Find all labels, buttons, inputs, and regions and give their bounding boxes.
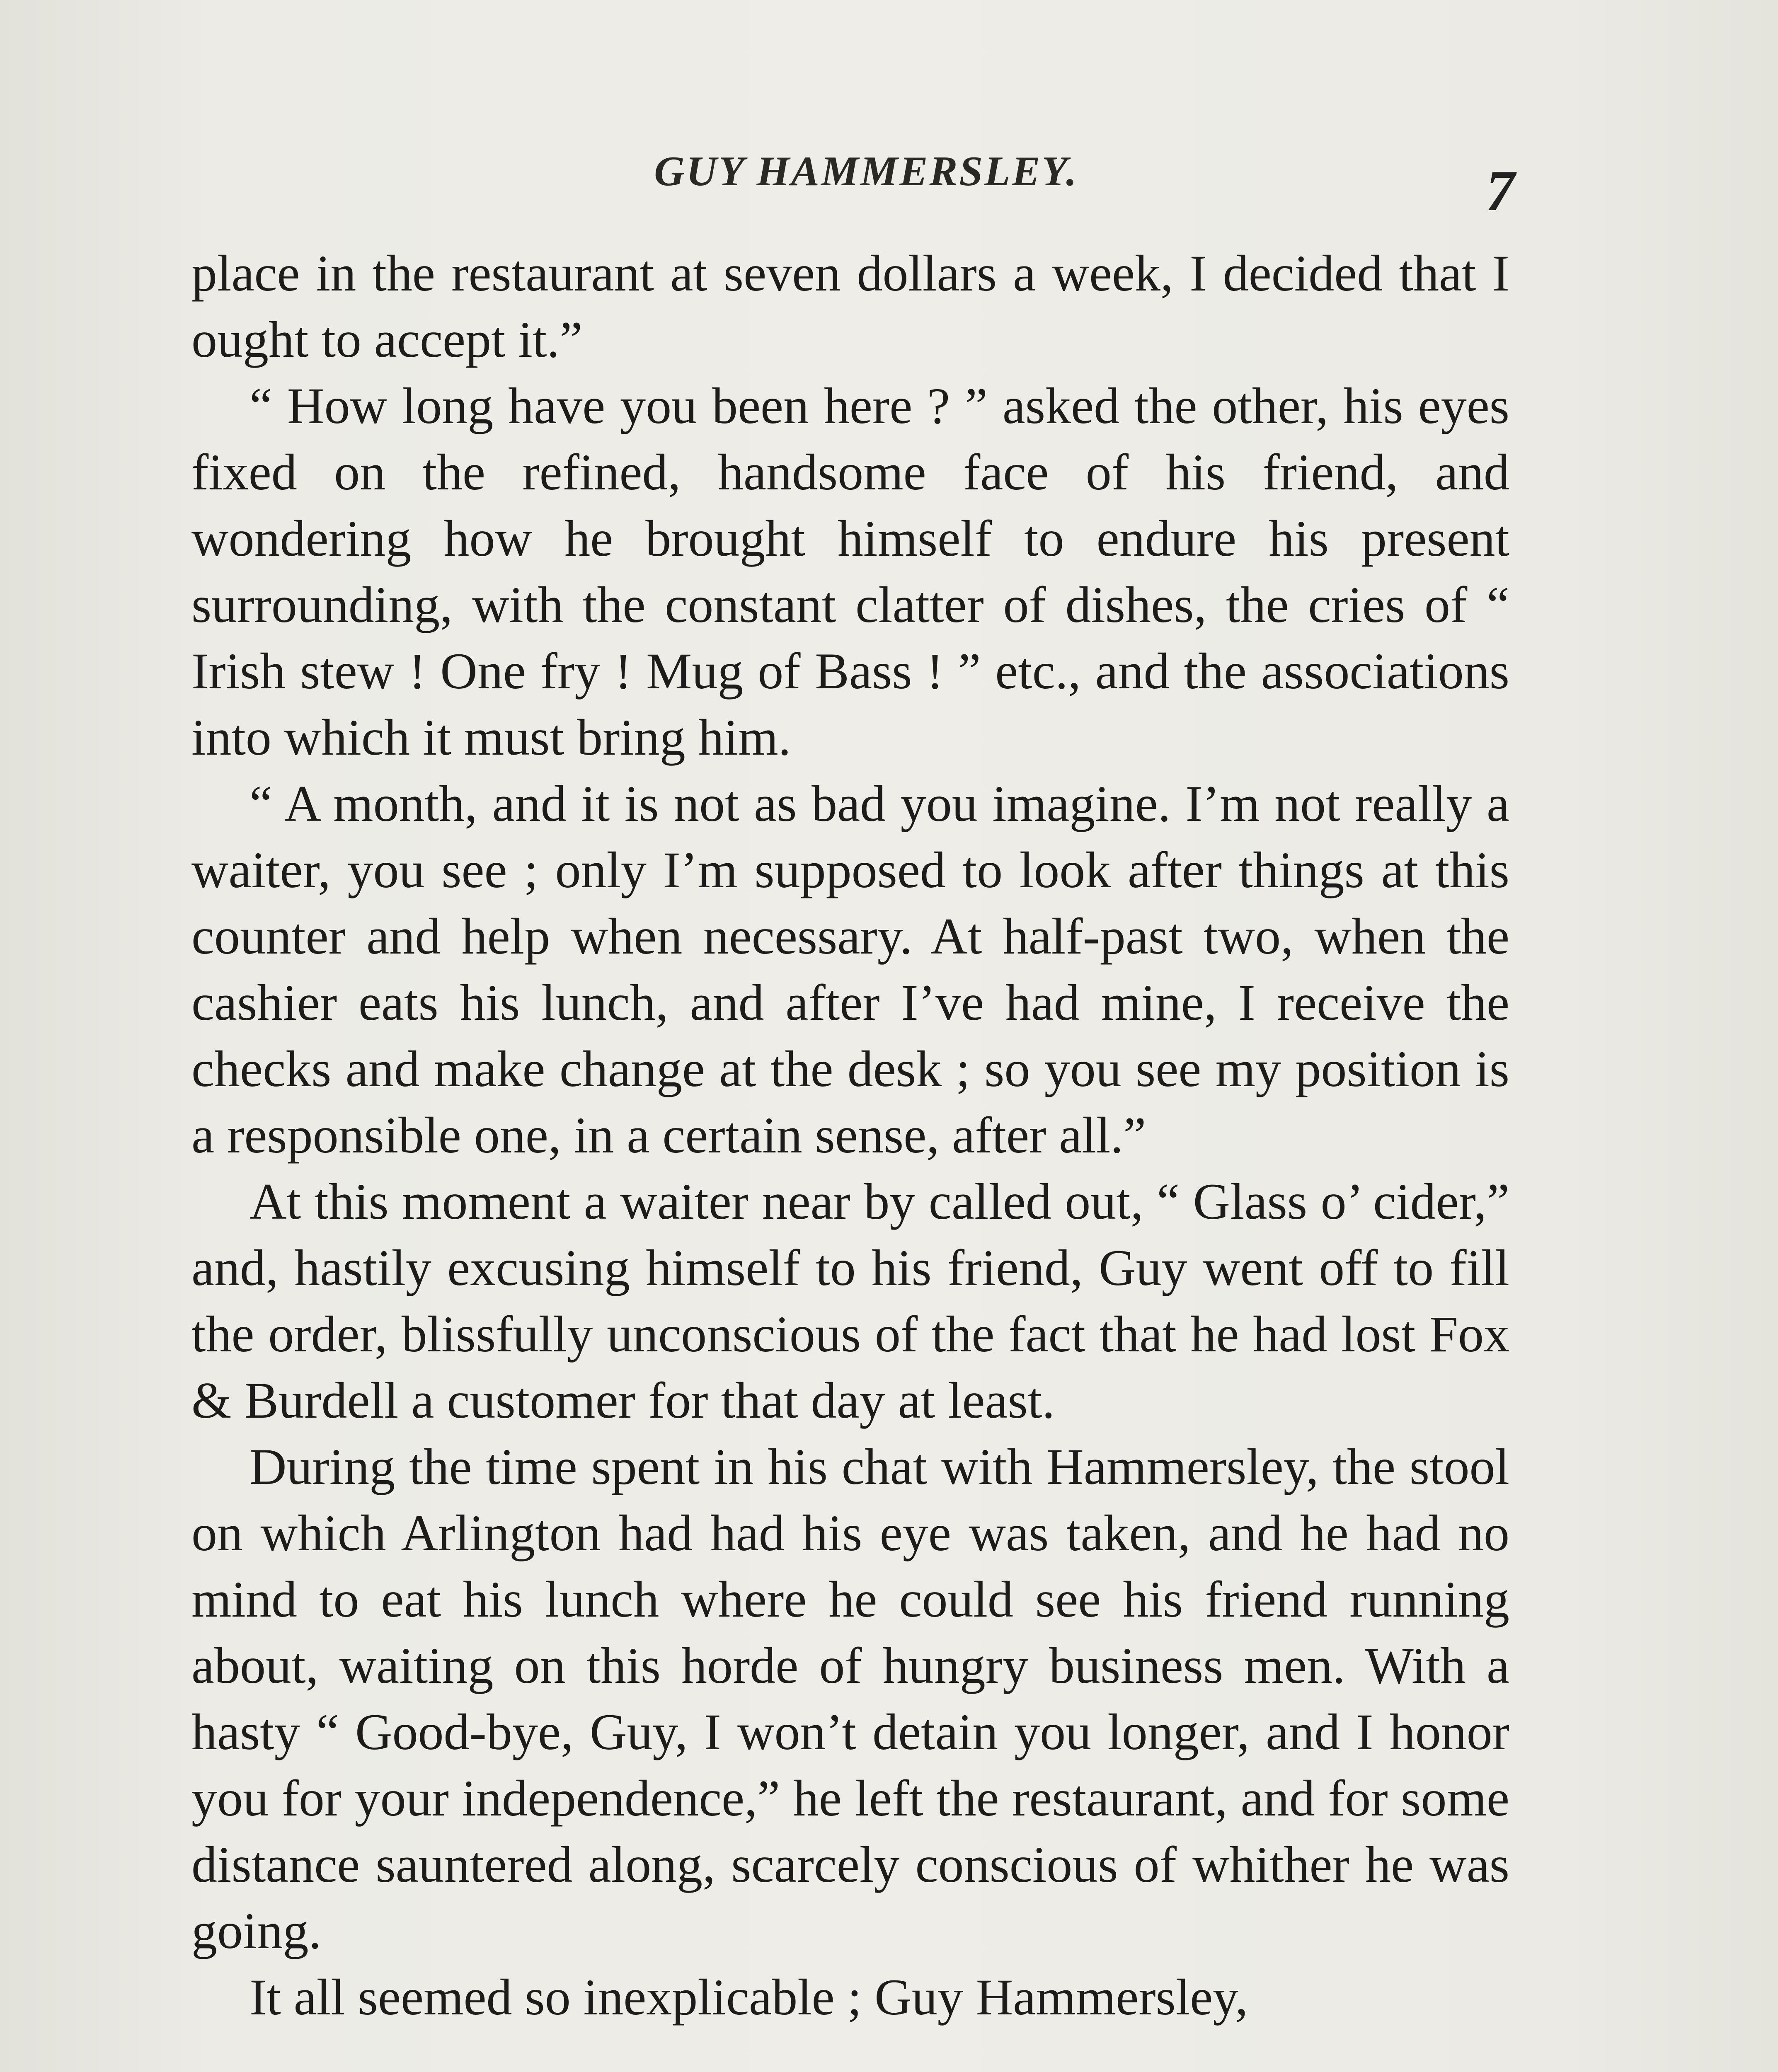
paragraph: “ How long have you been here ? ” asked the other, his eyes fixed on the refined, handsome face of his friend, and wondering how he brought himself to endure his present surrounding, with the constant clatter of dishes, the cries of “ Irish stew ! One fry ! Mug of Bass ! ” etc., and the associations into which it must bring him.: [191, 378, 1509, 766]
page-number: 7: [1486, 159, 1515, 223]
paragraph-continuation: place in the restaurant at seven dollars a week, I decided that I ought to accept it.”: [191, 245, 1509, 368]
paragraph: During the time spent in his chat with Hammersley, the stool on which Arlington had had his eye was taken, and he had no mind to eat his lunch where he could see his friend running about, waiting on this horde of hungry business men. With a hasty “ Good-bye, Guy, I won’t detain you longer, and I honor you for your independence,” he left the restaurant, and for some distance sauntered along, scarcely conscious of whither he was going.: [191, 1438, 1509, 1959]
paragraph: At this moment a waiter near by called out, “ Glass o’ cider,” and, hastily excusing himself to his friend, Guy went off to fill the order, blissfully unconscious of the fact that he had lost Fox & Burdell a customer for that day at least.: [191, 1173, 1509, 1429]
paragraph: “ A month, and it is not as bad you imagine. I’m not really a waiter, you see ; only I’m supposed to look after things at this counter and help when necessary. At half-past two, when the cashier eats his lunch, and after I’ve had mine, I receive the checks and make change at the desk ; so you see my position is a responsible one, in a certain sense, after all.”: [191, 775, 1509, 1164]
page-body: [191, 240, 1509, 2031]
running-title: GUY HAMMERSLEY.: [654, 148, 1078, 195]
paragraph: It all seemed so inexplicable ; Guy Hammersley,: [250, 1969, 1248, 2026]
